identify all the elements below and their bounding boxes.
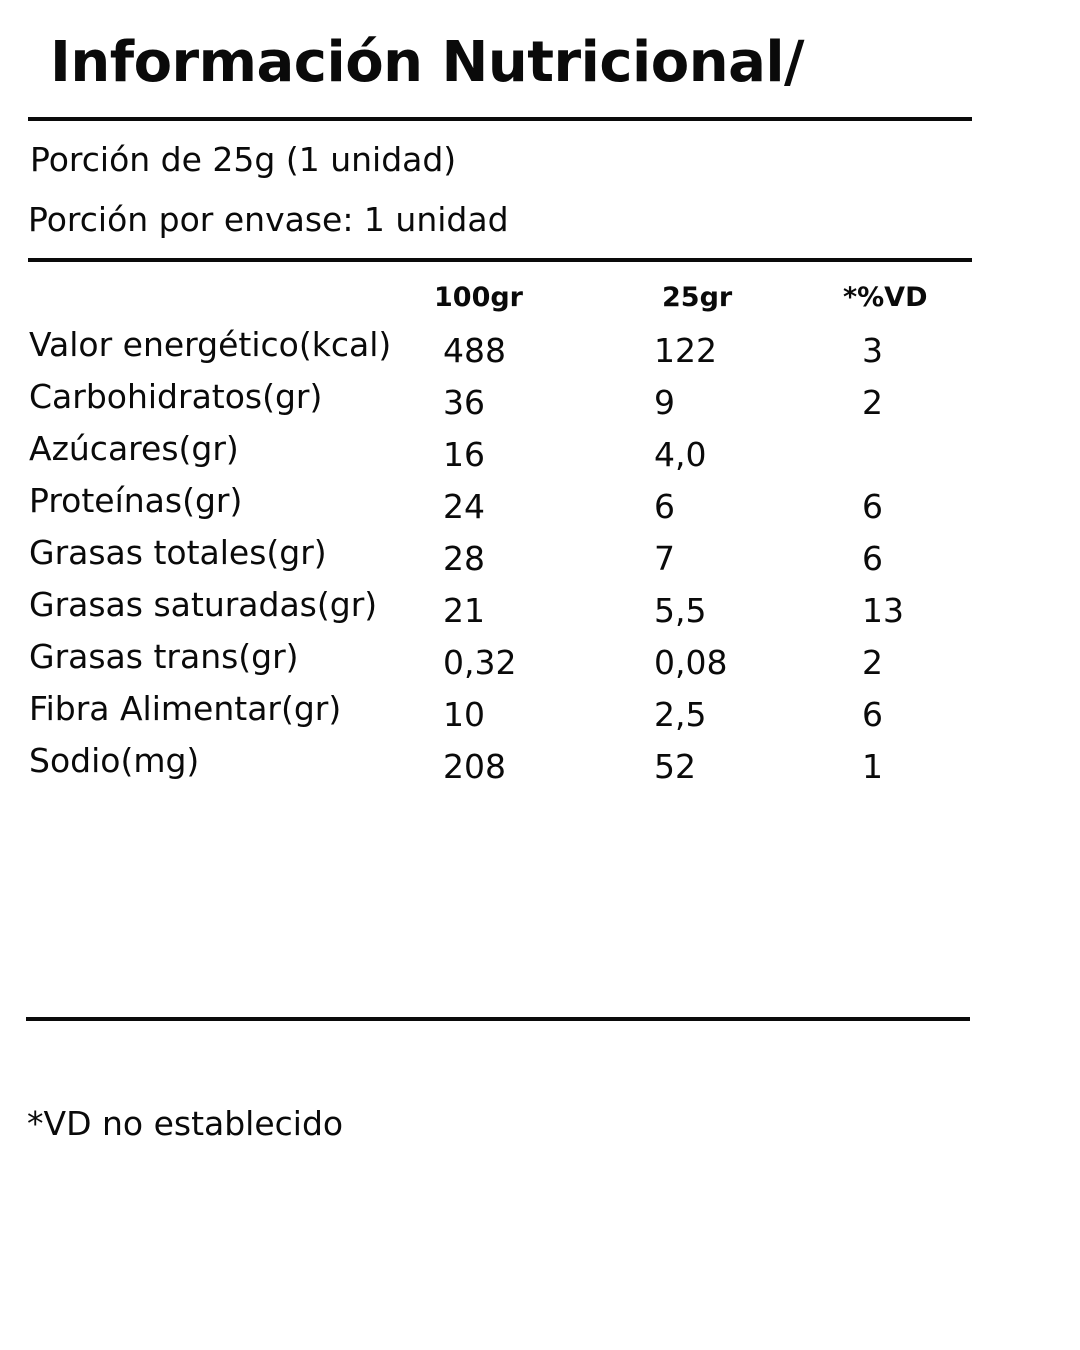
value-per-serving: 4,0 bbox=[654, 435, 707, 474]
value-daily: 2 bbox=[862, 383, 883, 422]
footnote: *VD no establecido bbox=[27, 1104, 344, 1143]
value-per-serving: 0,08 bbox=[654, 643, 728, 682]
value-per-100: 16 bbox=[443, 435, 485, 474]
nutrient-name: Fibra Alimentar(gr) bbox=[29, 689, 342, 728]
value-per-100: 10 bbox=[443, 695, 485, 734]
value-per-100: 21 bbox=[443, 591, 485, 630]
value-daily: 3 bbox=[862, 331, 883, 370]
value-per-100: 0,32 bbox=[443, 643, 517, 682]
value-per-100: 208 bbox=[443, 747, 506, 786]
nutrient-name: Valor energético(kcal) bbox=[29, 325, 392, 364]
nutrient-name: Sodio(mg) bbox=[29, 741, 200, 780]
servings-per-package: Porción por envase: 1 unidad bbox=[28, 200, 509, 239]
column-header-per-100: 100gr bbox=[434, 282, 524, 313]
value-per-serving: 5,5 bbox=[654, 591, 707, 630]
value-per-serving: 9 bbox=[654, 383, 675, 422]
nutrient-name: Grasas trans(gr) bbox=[29, 637, 299, 676]
nutrient-row-proteins bbox=[0, 481, 1000, 533]
nutrient-name: Carbohidratos(gr) bbox=[29, 377, 323, 416]
nutrient-row-fiber bbox=[0, 689, 1000, 741]
nutrient-row-saturated-fat bbox=[0, 585, 1000, 637]
bottom-divider bbox=[26, 1017, 970, 1021]
value-per-100: 36 bbox=[443, 383, 485, 422]
value-per-serving: 122 bbox=[654, 331, 717, 370]
column-header-per-serving: 25gr bbox=[662, 282, 733, 313]
nutrient-name: Grasas totales(gr) bbox=[29, 533, 327, 572]
nutrient-row-carbohydrates bbox=[0, 377, 1000, 429]
nutrient-row-total-fat bbox=[0, 533, 1000, 585]
column-header-daily-value: *%VD bbox=[843, 282, 928, 313]
nutrient-row-sugars bbox=[0, 429, 1000, 481]
value-daily: 6 bbox=[862, 487, 883, 526]
nutrient-name: Azúcares(gr) bbox=[29, 429, 239, 468]
value-daily: 6 bbox=[862, 539, 883, 578]
value-per-serving: 2,5 bbox=[654, 695, 707, 734]
value-per-100: 24 bbox=[443, 487, 485, 526]
value-daily: 6 bbox=[862, 695, 883, 734]
value-daily: 2 bbox=[862, 643, 883, 682]
value-per-100: 28 bbox=[443, 539, 485, 578]
page-title: Información Nutricional/ bbox=[50, 30, 805, 95]
nutrient-name: Proteínas(gr) bbox=[29, 481, 243, 520]
nutrient-row-trans-fat bbox=[0, 637, 1000, 689]
value-per-serving: 52 bbox=[654, 747, 696, 786]
nutrient-name: Grasas saturadas(gr) bbox=[29, 585, 378, 624]
value-daily: 1 bbox=[862, 747, 883, 786]
nutrient-row-sodium bbox=[0, 741, 1000, 793]
value-per-serving: 6 bbox=[654, 487, 675, 526]
serving-size: Porción de 25g (1 unidad) bbox=[30, 140, 457, 179]
value-per-100: 488 bbox=[443, 331, 506, 370]
value-daily: 13 bbox=[862, 591, 904, 630]
value-per-serving: 7 bbox=[654, 539, 675, 578]
nutrient-row-energy bbox=[0, 325, 1000, 377]
